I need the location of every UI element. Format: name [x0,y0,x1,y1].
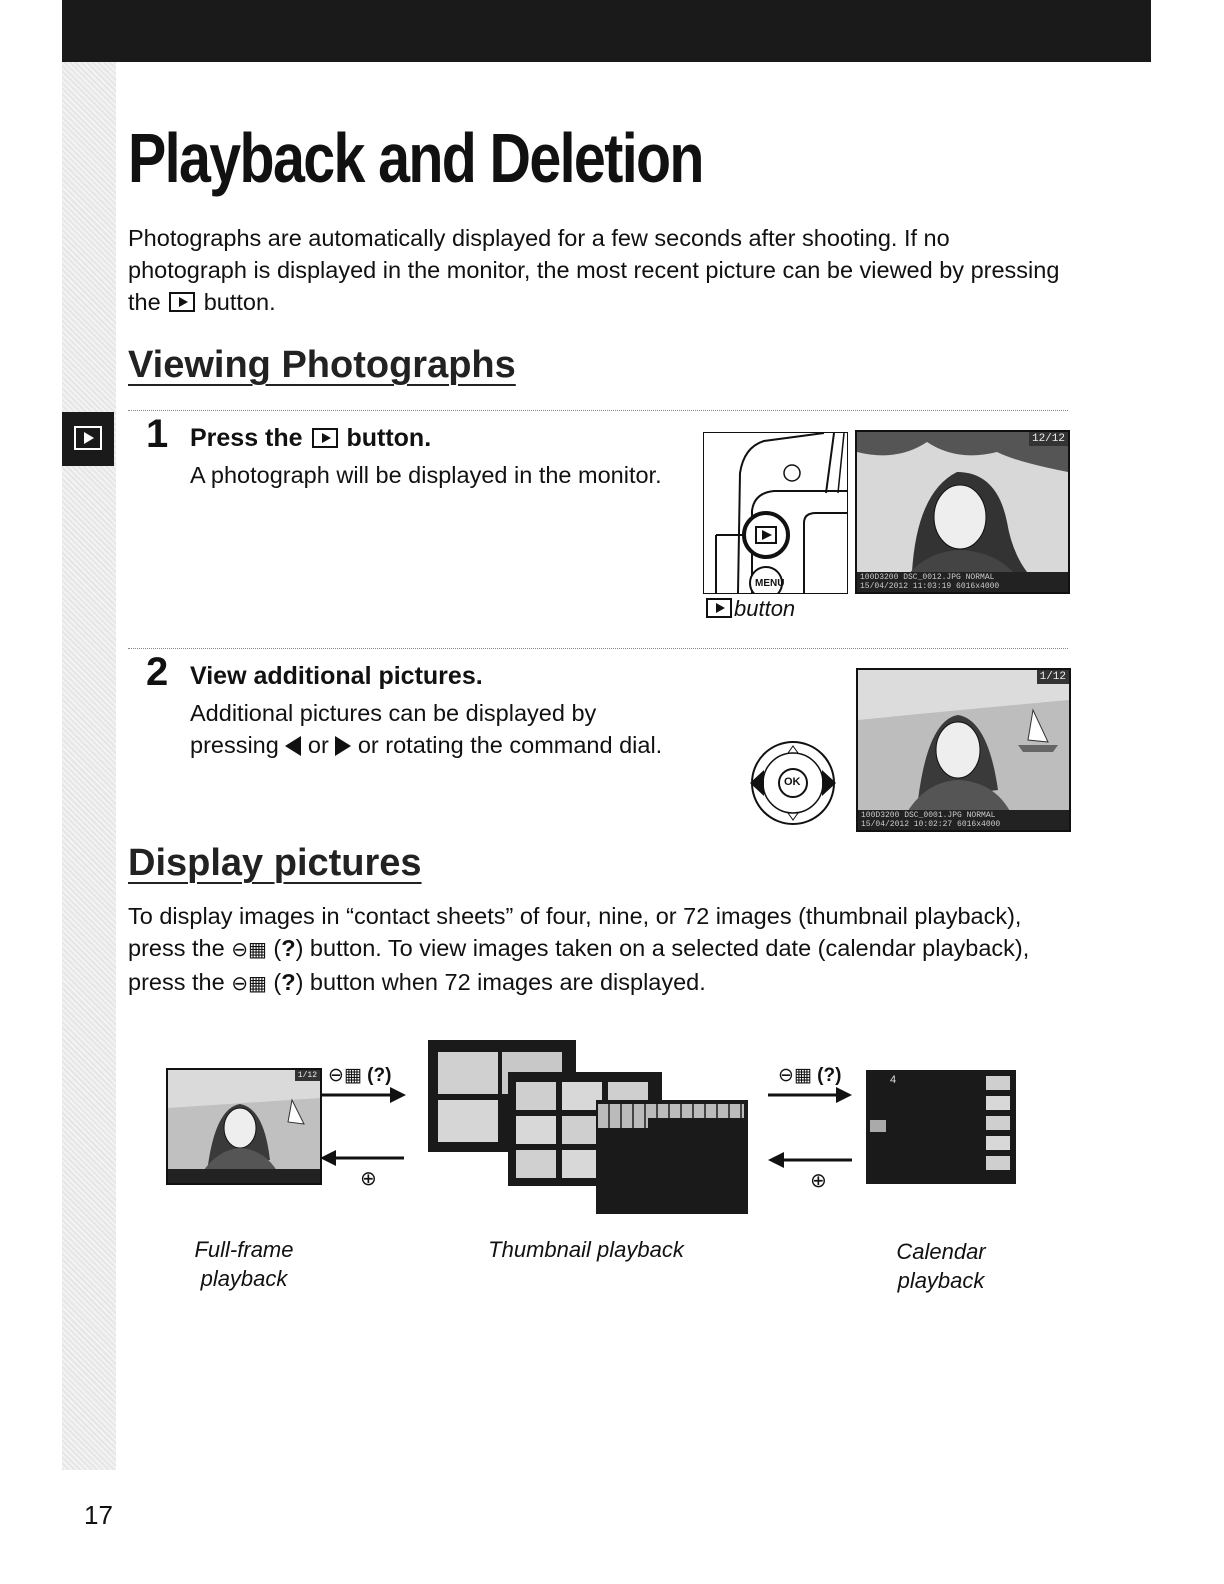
left-arrow-icon [285,736,301,756]
intro-text-2: button. [203,289,276,315]
display-paragraph: To display images in “contact sheets” of four, nine, or 72 images (thumbnail playback), press the ⊖▦ (?) button. To view images taken on a selected date (calendar playback), press the ⊖▦ (?) button when 72 images are displayed. [128,903,1030,995]
playback-button-icon [706,598,732,618]
button-callout: button [704,596,795,622]
calendar-screen [866,1070,1016,1184]
right-arrow-icon [335,736,351,756]
caption-full-frame: Full-frame playback [194,1237,294,1291]
full-frame-thumbnail [166,1068,322,1185]
playback-button-icon [312,428,338,448]
camera-back-illustration [703,432,848,594]
frame-counter: 1/12 [295,1070,320,1081]
back-arrow [768,1150,852,1170]
playback-photo-2 [856,668,1071,832]
zoom-in-icon: ⊕ [810,1170,827,1192]
frame-counter: 12/12 [1029,432,1068,446]
playback-tab-icon [62,412,114,466]
step-number-2: 2 [146,650,169,694]
zoom-out-label-1: ⊖▦ (?) [328,1065,392,1086]
photo-info [168,1169,320,1183]
playback-button-icon [169,292,195,312]
section-heading-display: Display pictures [128,842,422,884]
photo-info: 100D3200 DSC_0001.JPG NORMAL 15/04/2012 10:02:27 6016x4000 [858,810,1069,830]
page-title: Playback and Deletion [128,119,703,197]
intro-paragraph [128,222,1068,318]
caption-calendar: Calendar playback [896,1239,986,1293]
photo-info: 100D3200 DSC_0012.JPG NORMAL 15/04/2012 11:03:19 6016x4000 [857,572,1068,592]
menu-button-label: MENU [755,578,785,589]
zoom-out-label-2: ⊖▦ (?) [778,1065,842,1086]
step-body-2: Additional pictures can be displayed by pressing or or rotating the command dial. [190,700,663,758]
step-body-1: A photograph will be displayed in the monitor. [190,462,662,488]
forward-arrow [768,1085,852,1105]
section-heading-viewing: Viewing Photographs [128,344,516,386]
zoom-out-icon: ⊖▦ [231,939,267,961]
thumbnail-72-grid [596,1100,748,1214]
playback-photo-1 [855,430,1070,594]
step-number-1: 1 [146,412,169,456]
page-number: 17 [84,1500,113,1530]
forward-arrow [322,1085,406,1105]
divider [128,410,1068,411]
side-strip [62,62,116,1470]
back-arrow [320,1148,404,1168]
ok-label: OK [784,776,801,788]
caption-thumbnail: Thumbnail playback [488,1237,684,1262]
step-title-1: Press the button. [190,424,432,452]
step-title-2: View additional pictures. [190,662,483,690]
zoom-in-icon: ⊕ [360,1168,377,1190]
calendar-day: 4 [890,1074,897,1086]
divider [128,648,1068,649]
zoom-out-icon: ⊖▦ [231,973,267,995]
multi-selector-icon [748,740,838,826]
header-bar [62,0,1151,62]
intro-text-1: Photographs are automatically displayed for a few seconds after shooting. If no photograph is displayed in the monitor, the most recent picture can be viewed by pressing the [128,225,1060,315]
frame-counter: 1/12 [1037,670,1069,684]
